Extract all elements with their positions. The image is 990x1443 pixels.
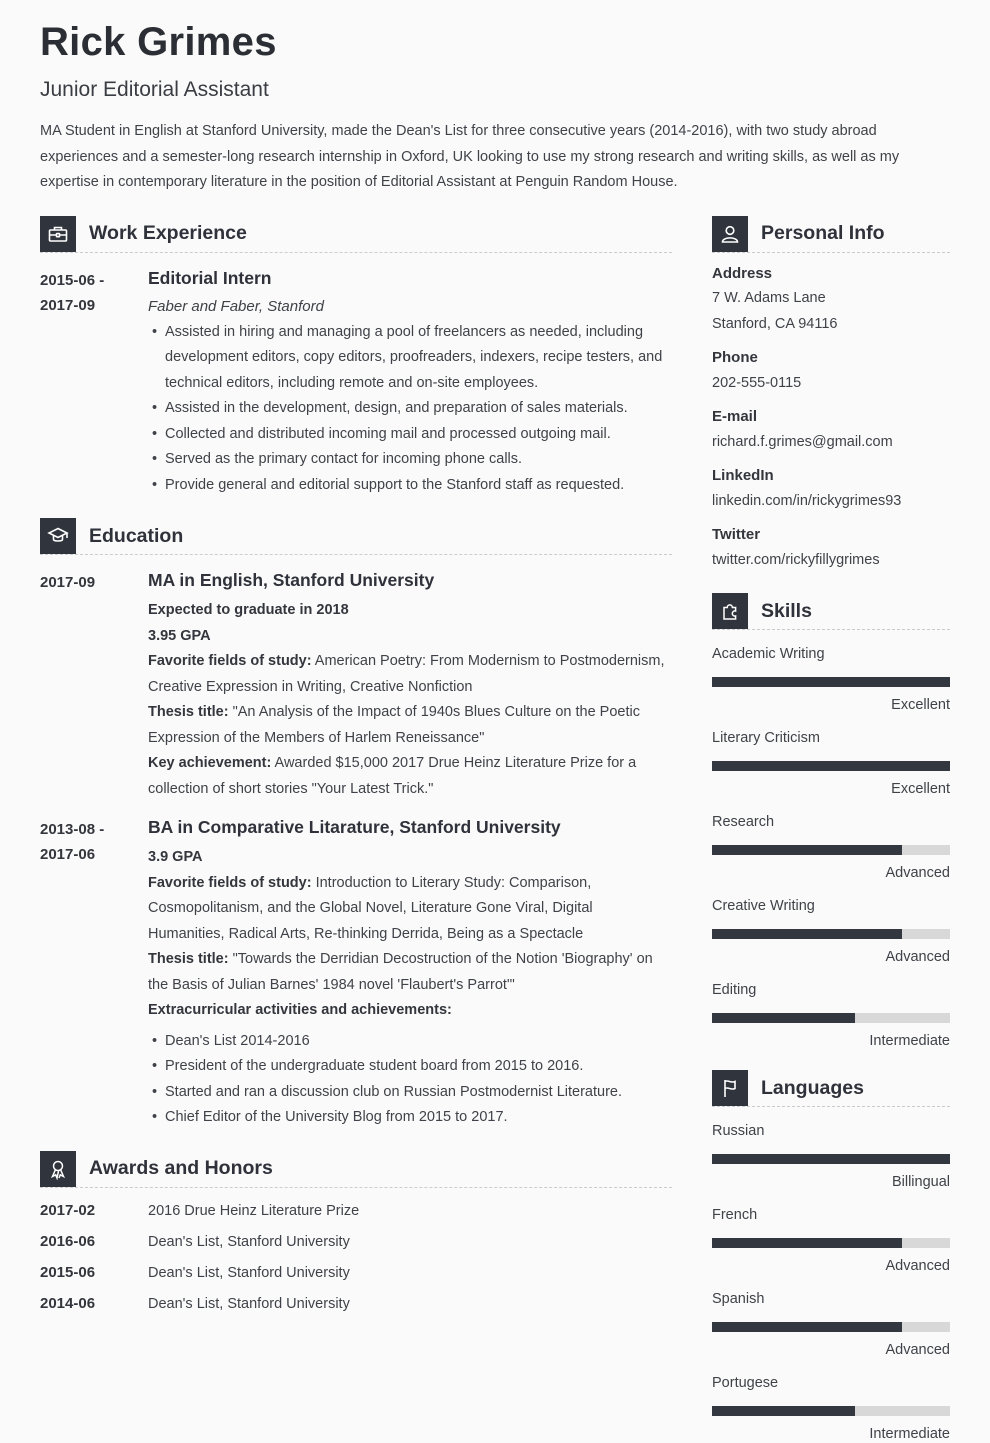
graduation-cap-icon bbox=[40, 518, 76, 554]
skill-name: Literary Criticism bbox=[712, 728, 950, 749]
award-text: Dean's List, Stanford University bbox=[148, 1234, 350, 1250]
work-bullet: • Served as the primary contact for incoming phone calls. bbox=[150, 447, 672, 473]
section-education bbox=[40, 518, 672, 1131]
language-bar bbox=[712, 1406, 950, 1416]
skill-level: Intermediate bbox=[712, 1033, 950, 1050]
languages-title: Languages bbox=[761, 1077, 864, 1100]
language-bar-fill bbox=[712, 1154, 950, 1164]
language-bar bbox=[712, 1322, 950, 1332]
candidate-job-title: Junior Editorial Assistant bbox=[40, 78, 950, 102]
skill-bar bbox=[712, 1013, 950, 1023]
skill-bar-fill bbox=[712, 1013, 855, 1023]
personal-info-title: Personal Info bbox=[761, 222, 885, 245]
work-entry-body bbox=[148, 268, 672, 499]
work-position-title: Editorial Intern bbox=[148, 268, 672, 289]
work-experience-header bbox=[40, 216, 672, 253]
user-icon bbox=[712, 216, 748, 252]
work-entry bbox=[40, 268, 672, 499]
skill-name: Research bbox=[712, 812, 950, 833]
award-text: 2016 Drue Heinz Literature Prize bbox=[148, 1203, 359, 1219]
education-date-start: 2017-09 bbox=[40, 570, 148, 595]
education-entry-ba bbox=[40, 817, 672, 1131]
email-label: E-mail bbox=[712, 404, 950, 430]
work-bullet: • Provide general and editorial support to the Stanford staff as requested. bbox=[150, 473, 672, 499]
skill-bar bbox=[712, 677, 950, 687]
work-date-end: 2017-09 bbox=[40, 293, 148, 318]
skill-bar bbox=[712, 929, 950, 939]
education-entry-body bbox=[148, 817, 672, 1131]
education-entry-body bbox=[148, 570, 672, 802]
work-entry-dates bbox=[40, 268, 148, 499]
section-languages bbox=[712, 1070, 950, 1443]
award-date: 2015-06 bbox=[40, 1264, 148, 1281]
language-item bbox=[712, 1205, 950, 1275]
award-date: 2016-06 bbox=[40, 1233, 148, 1250]
skill-item bbox=[712, 728, 950, 798]
twitter-value: twitter.com/rickyfillygrimes bbox=[712, 548, 950, 574]
language-name: Spanish bbox=[712, 1289, 950, 1310]
skill-name: Editing bbox=[712, 980, 950, 1001]
education-graduation-note: Expected to graduate in 2018 bbox=[148, 598, 672, 624]
education-entry-dates bbox=[40, 570, 148, 802]
work-bullet: • Collected and distributed incoming mail and processed outgoing mail. bbox=[150, 422, 672, 448]
education-bullet: • Started and ran a discussion club on Russian Postmodernist Literature. bbox=[150, 1080, 672, 1106]
education-fields-line bbox=[148, 649, 672, 700]
briefcase-icon bbox=[40, 216, 76, 252]
skill-bar-fill bbox=[712, 677, 950, 687]
flag-icon bbox=[712, 1070, 748, 1106]
award-row bbox=[40, 1233, 672, 1250]
language-level: Advanced bbox=[712, 1258, 950, 1275]
two-column-layout bbox=[40, 216, 950, 1443]
skill-item bbox=[712, 812, 950, 882]
award-date: 2014-06 bbox=[40, 1295, 148, 1312]
fields-label: Favorite fields of study: bbox=[148, 875, 312, 891]
skill-item bbox=[712, 896, 950, 966]
skill-item bbox=[712, 980, 950, 1050]
fields-label: Favorite fields of study: bbox=[148, 653, 312, 669]
award-row bbox=[40, 1295, 672, 1312]
education-title: Education bbox=[89, 525, 183, 548]
language-name: Portugese bbox=[712, 1373, 950, 1394]
candidate-name: Rick Grimes bbox=[40, 20, 950, 65]
language-bar-fill bbox=[712, 1322, 902, 1332]
skill-level: Advanced bbox=[712, 865, 950, 882]
languages-header bbox=[712, 1070, 950, 1107]
extracurricular-label: Extracurricular activities and achievements: bbox=[148, 998, 672, 1024]
award-date: 2017-02 bbox=[40, 1202, 148, 1219]
award-row bbox=[40, 1264, 672, 1281]
education-header bbox=[40, 518, 672, 555]
linkedin-group bbox=[712, 463, 950, 514]
phone-group bbox=[712, 345, 950, 396]
award-text: Dean's List, Stanford University bbox=[148, 1265, 350, 1281]
awards-header bbox=[40, 1151, 672, 1188]
fields-text: American Poetry: From Modernism to Postmodernism, Creative Expression in Writing, Creative Nonfiction bbox=[148, 653, 665, 695]
skill-name: Creative Writing bbox=[712, 896, 950, 917]
linkedin-label: LinkedIn bbox=[712, 463, 950, 489]
work-bullet: • Assisted in hiring and managing a pool of freelancers as needed, including development editors, copy editors, proofreaders, indexers, recipe testers, and technical editors, including remote and on-site employees. bbox=[150, 320, 672, 397]
language-item bbox=[712, 1289, 950, 1359]
language-level: Advanced bbox=[712, 1342, 950, 1359]
section-personal-info bbox=[712, 216, 950, 574]
phone-value: 202-555-0115 bbox=[712, 371, 950, 397]
twitter-label: Twitter bbox=[712, 522, 950, 548]
education-bullet: • Chief Editor of the University Blog from 2015 to 2017. bbox=[150, 1105, 672, 1131]
work-bullet: • Assisted in the development, design, and preparation of sales materials. bbox=[150, 396, 672, 422]
address-group bbox=[712, 261, 950, 338]
education-gpa: 3.9 GPA bbox=[148, 845, 672, 871]
education-degree-title: MA in English, Stanford University bbox=[148, 570, 672, 591]
section-work-experience bbox=[40, 216, 672, 499]
work-date-start: 2015-06 - bbox=[40, 268, 148, 293]
address-line-1: 7 W. Adams Lane bbox=[712, 286, 950, 312]
skill-name: Academic Writing bbox=[712, 644, 950, 665]
skill-level: Excellent bbox=[712, 697, 950, 714]
language-bar bbox=[712, 1154, 950, 1164]
achievement-label: Key achievement: bbox=[148, 755, 271, 771]
thesis-label: Thesis title: bbox=[148, 951, 229, 967]
email-group bbox=[712, 404, 950, 455]
thesis-text: "Towards the Derridian Decostruction of the Notion 'Biography' on the Basis of Julian Barnes' 1984 novel 'Flaubert's Parrot'" bbox=[148, 951, 653, 993]
language-level: Intermediate bbox=[712, 1426, 950, 1443]
address-label: Address bbox=[712, 261, 950, 287]
education-thesis-line bbox=[148, 947, 672, 998]
language-name: French bbox=[712, 1205, 950, 1226]
skill-bar-fill bbox=[712, 929, 902, 939]
work-bullet-list bbox=[148, 320, 672, 499]
summary-paragraph: MA Student in English at Stanford University, made the Dean's List for three consecutive years (2014-2016), with two study abroad experiences and a semester-long research internship in Oxford, UK looking to use my strong research and writing skills, as well as my expertise in contemporary literature in the position of Editorial Assistant at Penguin Random House. bbox=[40, 119, 948, 196]
award-text: Dean's List, Stanford University bbox=[148, 1296, 350, 1312]
left-column bbox=[40, 216, 672, 1443]
education-bullet-list bbox=[148, 1029, 672, 1131]
education-bullet: • President of the undergraduate student board from 2015 to 2016. bbox=[150, 1054, 672, 1080]
language-item bbox=[712, 1373, 950, 1443]
language-name: Russian bbox=[712, 1121, 950, 1142]
puzzle-piece-icon bbox=[712, 593, 748, 629]
twitter-group bbox=[712, 522, 950, 573]
award-medal-icon bbox=[40, 1151, 76, 1187]
skill-bar-fill bbox=[712, 761, 950, 771]
section-skills bbox=[712, 593, 950, 1050]
language-bar bbox=[712, 1238, 950, 1248]
section-awards bbox=[40, 1151, 672, 1312]
thesis-label: Thesis title: bbox=[148, 704, 229, 720]
education-entry-dates bbox=[40, 817, 148, 1131]
education-degree-title: BA in Comparative Litarature, Stanford University bbox=[148, 817, 672, 838]
address-line-2: Stanford, CA 94116 bbox=[712, 312, 950, 338]
personal-info-header bbox=[712, 216, 950, 253]
language-bar-fill bbox=[712, 1406, 855, 1416]
award-row bbox=[40, 1202, 672, 1219]
thesis-text: "An Analysis of the Impact of 1940s Blues Culture on the Poetic Expression of the Members of Harlem Reneissance" bbox=[148, 704, 640, 746]
education-bullet: • Dean's List 2014-2016 bbox=[150, 1029, 672, 1055]
skill-bar-fill bbox=[712, 845, 902, 855]
work-experience-title: Work Experience bbox=[89, 222, 247, 245]
language-bar-fill bbox=[712, 1238, 902, 1248]
achievement-text: Awarded $15,000 2017 Drue Heinz Literature Prize for a collection of short stories "Your Latest Trick." bbox=[148, 755, 636, 797]
skill-level: Advanced bbox=[712, 949, 950, 966]
education-date-end: 2017-06 bbox=[40, 842, 148, 867]
fields-text: Introduction to Literary Study: Comparison, Cosmopolitanism, and the Global Novel, Literature Gone Viral, Digital Humanities, Radical Arts, Re-thinking Derrida, Being as a Spectacle bbox=[148, 875, 593, 942]
skill-item bbox=[712, 644, 950, 714]
education-thesis-line bbox=[148, 700, 672, 751]
skill-level: Excellent bbox=[712, 781, 950, 798]
education-date-start: 2013-08 - bbox=[40, 817, 148, 842]
resume-header bbox=[40, 20, 950, 196]
education-entry-ma bbox=[40, 570, 672, 802]
skills-header bbox=[712, 593, 950, 630]
skill-bar bbox=[712, 761, 950, 771]
skill-bar bbox=[712, 845, 950, 855]
work-company: Faber and Faber, Stanford bbox=[148, 298, 672, 315]
email-value: richard.f.grimes@gmail.com bbox=[712, 430, 950, 456]
linkedin-value: linkedin.com/in/rickygrimes93 bbox=[712, 489, 950, 515]
language-item bbox=[712, 1121, 950, 1191]
language-level: Billingual bbox=[712, 1174, 950, 1191]
phone-label: Phone bbox=[712, 345, 950, 371]
right-column bbox=[712, 216, 950, 1443]
awards-title: Awards and Honors bbox=[89, 1157, 273, 1180]
education-fields-line bbox=[148, 871, 672, 948]
skills-title: Skills bbox=[761, 600, 812, 623]
education-gpa: 3.95 GPA bbox=[148, 624, 672, 650]
education-achievement-line bbox=[148, 751, 672, 802]
